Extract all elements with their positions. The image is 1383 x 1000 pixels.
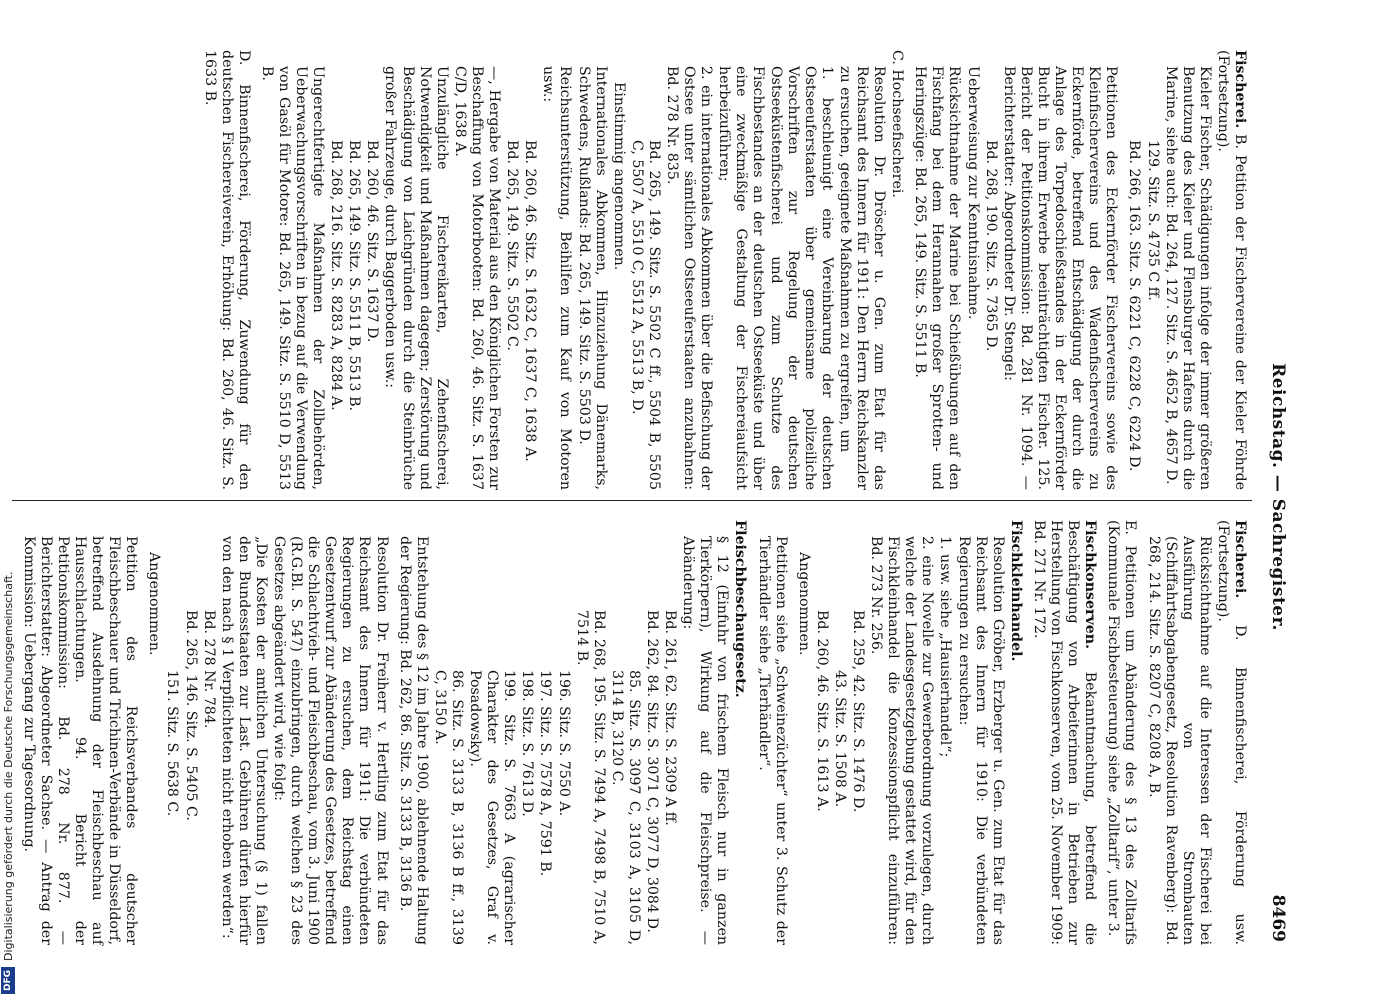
index-entry bbox=[1030, 520, 1098, 945]
entry-text: Bd. 260, 46. Sitz. S. 1632 C, 1637 C, 1638 A. bbox=[522, 140, 539, 462]
entry-text: Bd. 268, 190. Sitz. S. 7365 D. bbox=[982, 140, 999, 352]
index-entry bbox=[200, 50, 251, 490]
index-entry bbox=[20, 520, 140, 945]
entry-text: 2. eine Novelle zur Gewerbeordnung vorzulegen, durch welche der Landesgesetzgebung gestattet wird, für den Fischkleinhandel die Konzessionspflicht einzuführen: Bd. 273 Nr. 256. bbox=[868, 536, 936, 945]
entry-text: Einstimmig angenommen. bbox=[610, 82, 627, 271]
index-entry bbox=[163, 520, 180, 945]
index-entry bbox=[754, 520, 788, 945]
index-entry bbox=[628, 50, 662, 490]
index-entry bbox=[955, 520, 1006, 945]
page-title: Reichstag. — Sachregister. bbox=[1268, 363, 1288, 631]
index-entry bbox=[573, 520, 607, 945]
entry-text: B. Petition der Fischervereine der Kieler Föhrde (Fortsetzung). bbox=[1214, 50, 1248, 490]
index-entry bbox=[608, 520, 642, 945]
entry-text: Resolution Dr. Freiherr v. Hertling zum Etat für das Reichsamt des Innern für 1911: Die verbündeten Regierungen zu ersuchen, dem Reichstag einen Gesetzentwurf zur Abänderung des Gesetzes, betreffend die Schlachtvieh- und Fleischbeschau, vom 3. Juni 1900 (R.G.Bl. S. 547) einzubringen, durch welchen § 23 des Gesetzes abgeändert wird, wie folgt: bbox=[271, 536, 390, 945]
index-entry bbox=[715, 50, 835, 490]
index-entry bbox=[867, 520, 935, 945]
left-column bbox=[199, 50, 1248, 490]
entry-text: Rücksichtnahme auf die Interessen der Fischerei bei Ausführung von Strombauten (Schiffahrtsabgabengesetz, Resolution Ravenberg): Bd. 268, 214. Sitz. S. 8207 C, 8208 A, B. bbox=[1145, 536, 1213, 945]
entry-text: Angenommen. bbox=[146, 552, 163, 656]
entry-text: Bd. 266, 163. Sitz. S. 6221 C, 6228 C, 6224 D. bbox=[1126, 140, 1143, 472]
index-entry bbox=[554, 520, 571, 945]
entry-text: Petitionen des Eckernförder Fischervereins sowie des Kleinfischervereins und des Wadenfischervereins zu Eckernförde, betreffend Entschädigung der durch die Anlage des Torpedoschießstandes in der Eckernförder Bucht in ihrem Erwerbe beeinträchtigten Fischer. 125. Bericht der Petitionskommission: Bd. 281 Nr. 1094. — Berichterstatter: Abgeordneter Dr. Stengel: bbox=[1000, 66, 1120, 490]
index-entry bbox=[145, 520, 162, 945]
index-entry bbox=[181, 520, 198, 945]
index-entry bbox=[888, 50, 905, 490]
index-entry bbox=[831, 520, 848, 945]
index-entry bbox=[521, 50, 538, 490]
entry-text: Petition des Reichsverbandes deutscher Fleischbeschauer und Trichinen-Verbände in Düsseldorf, betreffend Ausdehnung der Fleischbeschau auf Hausschlachtungen. 94. Bericht der Petitionskommission: Bd. 278 Nr. 877. — Berichterstatter: Abgeordneter Sachse. — Antrag der Kommission: Uebergang zur Tagesordnung. bbox=[20, 536, 140, 945]
dfg-logo: DFG bbox=[1, 967, 15, 994]
entry-text: Angenommen. bbox=[795, 552, 812, 656]
index-entry bbox=[270, 520, 390, 945]
index-entry bbox=[1144, 520, 1212, 945]
index-entry bbox=[795, 520, 812, 945]
page-header bbox=[1258, 52, 1288, 942]
entry-text: —, Hergabe von Material aus den Königlichen Forsten zur Beschaffung von Motorbooten: Bd. 260, 46. Sitz. S. 1637 C/D, 1638 A. bbox=[451, 66, 503, 490]
index-entry bbox=[327, 50, 344, 490]
entry-text: Bd. 265, 149. Sitz. S. 5502 C. bbox=[504, 140, 521, 351]
entry-text: 86. Sitz. S. 3133 B, 3136 B ff., 3139 C, 3150 A. bbox=[431, 670, 465, 945]
index-entry bbox=[574, 50, 608, 490]
entry-heading: Fischerei. bbox=[1232, 50, 1248, 129]
index-entry bbox=[813, 520, 830, 945]
entry-text: Ungerechtfertigte Maßnahmen der Zollbehörden, Ueberwachungsvorschriften in bezug auf die Verwendung von Gasöl für Motore: Bd. 265, 149. Sitz. S. 5510 D, 5513 B. bbox=[258, 66, 327, 490]
index-entry bbox=[200, 520, 217, 945]
index-entry bbox=[363, 50, 380, 490]
entry-text: Bekanntmachung, betreffend die Beschäftigung von Arbeiterinnen in Betrieben zur Herstellung von Fischkonserven, vom 25. November 1909: Bd. 271 Nr. 172. bbox=[1030, 520, 1099, 945]
index-entry bbox=[911, 50, 962, 490]
entry-text: 129. Sitz. S. 4735 C ff. bbox=[1144, 140, 1161, 301]
index-entry bbox=[663, 50, 714, 490]
entry-text: Bd. 260, 46. Sitz. S. 1637 D. bbox=[364, 140, 381, 343]
index-entry bbox=[451, 50, 502, 490]
index-entry bbox=[982, 50, 999, 490]
index-entry bbox=[381, 50, 449, 490]
entry-text: Rücksichtnahme der Marine bei Schießübungen auf den Fischfang bei dem Herannahen großer Sprotten- und Heringszüge: Bd. 265, 149. Sitz. S. 5511 B. bbox=[912, 66, 963, 490]
index-entry bbox=[218, 520, 269, 945]
entry-text: 1. usw. siehe „Hausierhandel“; bbox=[937, 536, 954, 758]
index-entry bbox=[661, 520, 678, 945]
index-entry bbox=[1000, 50, 1120, 490]
entry-text: D. Binnenfischerei, Förderung, Zuwendung für den deutschen Fischereiverein, Erhöhung: Bd. 260, 46. Sitz. S. 1633 B. bbox=[201, 50, 252, 490]
entry-text: § 12 (Einfuhr von frischem Fleisch nur in ganzen Tierkörpern), Wirkung auf die Fleischpreise. — Abänderung: bbox=[680, 536, 731, 945]
digitization-credit bbox=[0, 0, 16, 1000]
index-entry bbox=[679, 520, 730, 945]
entry-text: 197. Sitz. S. 7578 A, 7591 B. bbox=[537, 670, 554, 877]
index-entry bbox=[936, 520, 953, 945]
entry-text: Kieler Fischer, Schädigungen infolge der immer größeren Benutzung des Kieler und Flensburger Hafens durch die Marine, siehe auch: Bd. 264, 127. Sitz. S. 4652 B, 4657 D. bbox=[1162, 66, 1213, 490]
entry-heading: Fischkleinhandel. bbox=[1007, 520, 1024, 662]
entry-text: 85. Sitz. S. 3097 C, 3103 A, 3105 D, 3114 B, 3120 C. bbox=[608, 670, 642, 945]
index-entry bbox=[345, 50, 362, 490]
index-entry bbox=[610, 50, 627, 490]
index-entry bbox=[1125, 50, 1142, 490]
index-entry bbox=[431, 520, 465, 945]
entry-text: 43. Sitz. S. 1508 A. bbox=[831, 670, 848, 808]
index-entry bbox=[503, 50, 520, 490]
entry-heading: Fleischbeschaugesetz. bbox=[732, 520, 749, 698]
entry-text: Petitionen siehe „Schweinezüchter“ unter 3. Schutz der Tierhändler siehe „Tierhändler“. bbox=[755, 536, 789, 945]
right-column bbox=[19, 520, 1248, 945]
entry-text: Resolution Gröber, Erzberger u. Gen. zum Etat für das Reichsamt des Innern für 1910: Die verbündeten Regierungen zu ersuchen: bbox=[955, 536, 1006, 945]
index-entry bbox=[539, 50, 573, 490]
entry-text: Entstehung des § 12 im Jahre 1900, ablehnende Haltung der Regierung: Bd. 262, 86. Sitz. S. 3133 B, 3136 B. bbox=[396, 536, 430, 945]
index-entry bbox=[1104, 520, 1138, 945]
entry-text: Bd. 278 Nr. 784. bbox=[200, 610, 217, 729]
index-entry bbox=[258, 50, 326, 490]
entry-text: C. Hochseefischerei. bbox=[889, 50, 906, 198]
entry-text: D. Binnenfischerei, Förderung usw. (Fortsetzung). bbox=[1214, 520, 1248, 945]
index-entry bbox=[1143, 50, 1160, 490]
entry-text: Bd. 265, 149. Sitz. S. 5511 B, 5513 B. bbox=[346, 140, 363, 412]
entry-text: 199. Sitz. S. 7663 A (agrarischer Charakter des Gesetzes, Graf v. Posadowsky). bbox=[467, 670, 518, 945]
index-entry bbox=[1007, 520, 1024, 945]
entry-text: Bd. 268, 195. Sitz. S. 7494 A, 7498 B, 7510 A, 7514 B. bbox=[573, 610, 607, 945]
credit-text: Digitalisierung gefördert durch die Deutsche Forschungsgemeinschaft. bbox=[1, 571, 15, 961]
entry-text: „Die Kosten der amtlichen Untersuchung (§ 1) fallen den Bundesstaaten zur Last. Gebühren dürfen hierfür von den nach § 1 Verpflichteten nicht erhoben werden“: bbox=[218, 536, 269, 945]
entry-text: Bd. 260, 46. Sitz. S. 1613 A. bbox=[813, 610, 830, 812]
index-entry bbox=[849, 520, 866, 945]
entry-text: 198. Sitz. S. 7613 D. bbox=[519, 670, 536, 817]
entry-text: 196. Sitz. S. 7550 A. bbox=[555, 670, 572, 817]
entry-text: Bd. 259, 42. Sitz. S. 1476 D. bbox=[850, 610, 867, 813]
entry-heading: Fischkonserven. bbox=[1082, 520, 1099, 650]
column-divider bbox=[12, 500, 1252, 501]
index-entry bbox=[731, 520, 748, 945]
page-number: 8469 bbox=[1268, 894, 1288, 942]
index-entry bbox=[536, 520, 553, 945]
index-entry bbox=[518, 520, 535, 945]
entry-text: Bd. 265, 149. Sitz. S. 5502 C ff., 5504 B, 5505 C, 5507 A, 5510 C, 5512 A, 5513 B, D. bbox=[628, 140, 662, 490]
index-entry bbox=[643, 520, 660, 945]
entry-text: Bd. 261, 62. Sitz. S. 2309 A ff. bbox=[662, 610, 679, 826]
entry-text: Bd. 262, 84. Sitz. S. 3071 C, 3077 D, 3084 D. bbox=[644, 610, 660, 933]
index-entry bbox=[396, 520, 430, 945]
entry-text: Unzulängliche Fischereikarten, Zehenfischerei, Notwendigkeit und Maßnahmen dagegen; Zerstörung und Beschädigung von Laichgründen durch die Steinbrüche großer Fahrzeuge, durch Baggerboden usw.: bbox=[382, 66, 450, 490]
entry-text: 1. beschleunigt eine Vereinbarung der deutschen Ostseeuferstaaten über gemeinsame polizeiliche Vorschriften zur Regelung der deutschen Ostseeküstenfischerei und zum Schutze des Fischbestandes an der deutschen Ostseeküste und über eine zweckmäßige Gestaltung der Fischereiaufsicht herbeizuführen; bbox=[716, 66, 835, 490]
entry-text: Bd. 268, 216. Sitz. S. 8283 A, 8284 A. bbox=[328, 140, 345, 411]
index-entry bbox=[836, 50, 887, 490]
entry-text: Bd. 265, 146. Sitz. S. 5405 C. bbox=[182, 610, 199, 821]
index-entry bbox=[1162, 50, 1213, 490]
entry-text: Resolution Dr. Dröscher u. Gen. zum Etat für das Reichsamt des Innern für 1911: Den Herrn Reichskanzler zu ersuchen, geeignete Maßnahmen zu ergreifen, um bbox=[836, 66, 888, 490]
entry-heading: Fischerei. bbox=[1232, 520, 1248, 599]
entry-text: 151. Sitz. S. 5638 C. bbox=[164, 670, 181, 817]
index-entry bbox=[1214, 520, 1248, 945]
entry-text: Internationales Abkommen, Hinzuziehung Dänemarks, Schwedens, Rußlands: Bd. 265, 149. Sitz. S. 5503 D. bbox=[575, 66, 609, 490]
index-entry bbox=[466, 520, 517, 945]
index-entry bbox=[964, 50, 981, 490]
entry-text: Ueberweisung zur Kenntnisnahme. bbox=[964, 66, 981, 320]
entry-text: E. Petitionen um Abänderung des § 13 des Zolltarifs (Kommunale Fischbesteuerung) siehe „Zolltarif“, unter 3. bbox=[1105, 520, 1139, 945]
entry-text: 2. ein internationales Abkommen über die Befischung der Ostsee unter sämtlichen Ostseeuferstaaten anzubahnen: Bd. 278 Nr. 835. bbox=[664, 66, 715, 490]
index-entry bbox=[1214, 50, 1248, 490]
entry-text: Reichsunterstützung, Beihilfen zum Kauf von Motoren usw.: bbox=[540, 66, 574, 490]
